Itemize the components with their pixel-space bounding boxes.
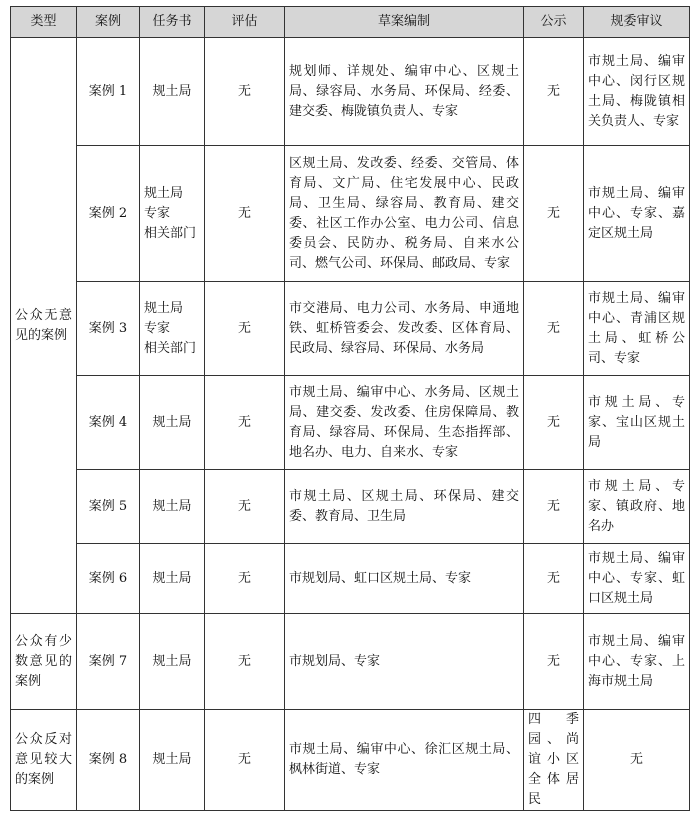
draft-cell: 市规土局、区规土局、环保局、建交委、教育局、卫生局	[285, 470, 524, 544]
header-publicity: 公示	[524, 7, 584, 38]
eval-cell: 无	[205, 146, 285, 282]
task-cell: 规土局	[140, 470, 205, 544]
table-row	[11, 614, 690, 710]
case-cell: 案例 7	[77, 614, 140, 710]
draft-cell: 市规划局、虹口区规土局、专家	[285, 544, 524, 614]
publicity-cell: 四季园、尚谊小区全体居民	[524, 710, 584, 811]
eval-cell: 无	[205, 282, 285, 376]
task-cell: 规土局	[140, 38, 205, 146]
review-cell: 市规土局、编审中心、专家、上海市规土局	[584, 614, 690, 710]
header-eval: 评估	[205, 7, 285, 38]
draft-cell: 市规土局、编审中心、水务局、区规土局、建交委、发改委、住房保障局、教育局、绿容局、环保局、生态指挥部、地名办、电力、自来水、专家	[285, 376, 524, 470]
table-row	[11, 544, 690, 614]
draft-cell: 市规划局、专家	[285, 614, 524, 710]
publicity-cell: 无	[524, 38, 584, 146]
case-cell: 案例 6	[77, 544, 140, 614]
publicity-cell: 无	[524, 470, 584, 544]
case-cell: 案例 2	[77, 146, 140, 282]
table-row	[11, 710, 690, 811]
task-cell: 规土局	[140, 376, 205, 470]
task-cell: 规土局 专家 相关部门	[140, 282, 205, 376]
header-row	[11, 7, 690, 38]
task-cell: 规土局	[140, 544, 205, 614]
case-cell: 案例 5	[77, 470, 140, 544]
publicity-cell: 无	[524, 282, 584, 376]
review-cell: 市规土局、编审中心、专家、虹口区规土局	[584, 544, 690, 614]
draft-cell: 市交港局、电力公司、水务局、申通地铁、虹桥管委会、发改委、区体育局、民政局、绿容局、环保局、水务局	[285, 282, 524, 376]
table-row	[11, 470, 690, 544]
case-cell: 案例 8	[77, 710, 140, 811]
eval-cell: 无	[205, 614, 285, 710]
eval-cell: 无	[205, 38, 285, 146]
publicity-cell: 无	[524, 614, 584, 710]
case-cell: 案例 1	[77, 38, 140, 146]
group-type-strong-opposition: 公众反对意见较大的案例	[11, 710, 77, 811]
header-case: 案例	[77, 7, 140, 38]
header-type: 类型	[11, 7, 77, 38]
group-type-no-opinion: 公众无意见的案例	[11, 38, 77, 614]
header-review: 规委审议	[584, 7, 690, 38]
eval-cell: 无	[205, 470, 285, 544]
publicity-cell: 无	[524, 376, 584, 470]
publicity-cell: 无	[524, 146, 584, 282]
header-draft: 草案编制	[285, 7, 524, 38]
task-cell: 规土局	[140, 710, 205, 811]
eval-cell: 无	[205, 710, 285, 811]
header-task: 任务书	[140, 7, 205, 38]
case-table	[10, 6, 690, 811]
review-cell: 无	[584, 710, 690, 811]
group-type-minor-opinion: 公众有少数意见的案例	[11, 614, 77, 710]
case-cell: 案例 3	[77, 282, 140, 376]
task-cell: 规土局	[140, 614, 205, 710]
draft-cell: 规划师、详规处、编审中心、区规土局、绿容局、水务局、环保局、经委、建交委、梅陇镇负责人、专家	[285, 38, 524, 146]
page	[10, 6, 690, 811]
table-row	[11, 282, 690, 376]
review-cell: 市规土局、专家、镇政府、地名办	[584, 470, 690, 544]
eval-cell: 无	[205, 544, 285, 614]
review-cell: 市规土局、专家、宝山区规土局	[584, 376, 690, 470]
draft-cell: 区规土局、发改委、经委、交管局、体育局、文广局、住宅发展中心、民政局、卫生局、绿容局、教育局、建交委、社区工作办公室、电力公司、信息委员会、民防办、税务局、自来水公司、燃气公司、环保局、邮政局、专家	[285, 146, 524, 282]
publicity-cell: 无	[524, 544, 584, 614]
eval-cell: 无	[205, 376, 285, 470]
case-cell: 案例 4	[77, 376, 140, 470]
task-cell: 规土局 专家 相关部门	[140, 146, 205, 282]
draft-cell: 市规土局、编审中心、徐汇区规土局、枫林街道、专家	[285, 710, 524, 811]
review-cell: 市规土局、编审中心、专家、嘉定区规土局	[584, 146, 690, 282]
table-row	[11, 376, 690, 470]
review-cell: 市规土局、编审中心、闵行区规土局、梅陇镇相关负责人、专家	[584, 38, 690, 146]
review-cell: 市规土局、编审中心、青浦区规土局、虹桥公司、专家	[584, 282, 690, 376]
table-row	[11, 38, 690, 146]
table-row	[11, 146, 690, 282]
